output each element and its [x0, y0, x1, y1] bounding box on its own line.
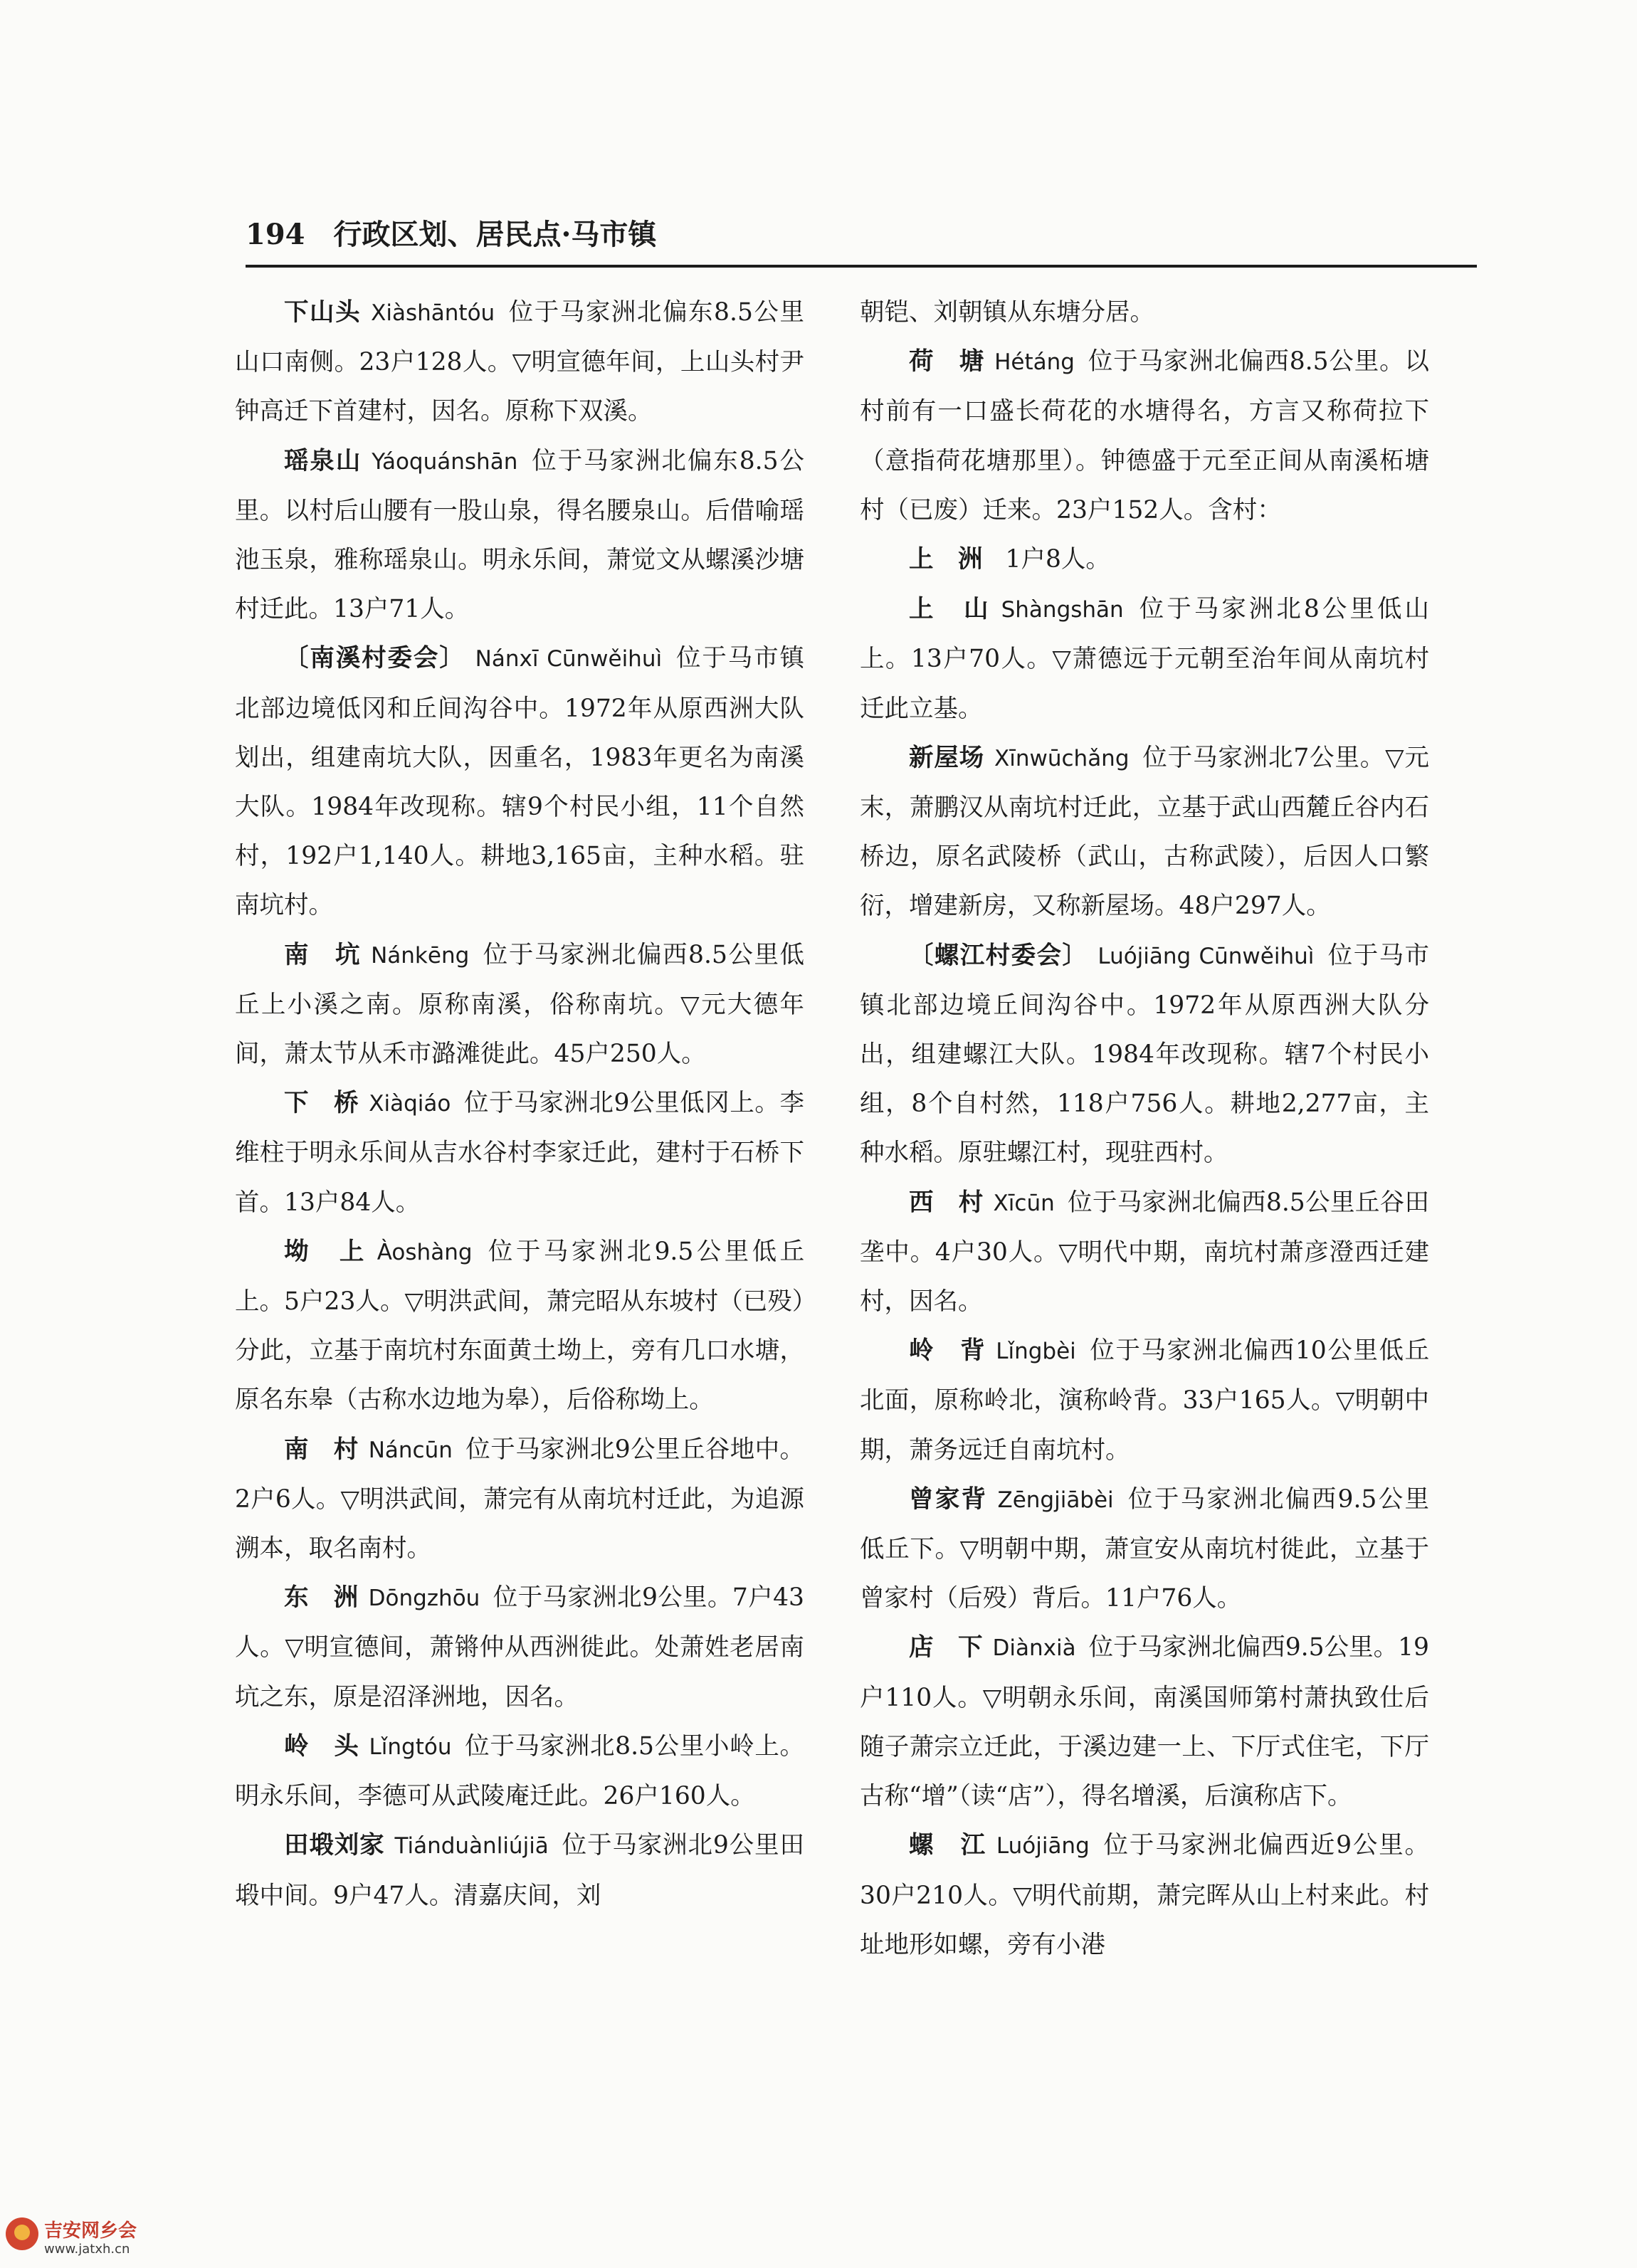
entry-text: 位于马家洲北偏西8.5公里低丘上小溪之南。原称南溪，俗称南坑。▽元大德年间，萧太节从禾市潞滩徙此。45户250人。	[235, 940, 804, 1069]
entry-text: 位于马家洲北偏西8.5公里丘谷田垄中。4户30人。▽明代中期，南坑村萧彦澄西迁建村，因名。	[860, 1188, 1429, 1317]
entry-pinyin: Náncūn	[368, 1437, 453, 1463]
gazetteer-entry	[860, 932, 1429, 1178]
entry-pinyin: Xiàqiáo	[369, 1091, 451, 1117]
entry-headword: 下山头	[284, 298, 362, 327]
entry-headword: 岭 头	[284, 1731, 359, 1761]
entry-headword: 新屋场	[909, 743, 984, 772]
entry-headword: 〔南溪村委会〕	[284, 644, 465, 673]
entry-text: 位于马家洲北偏东8.5公里。以村后山腰有一股山泉，得名腰泉山。后借喻瑶池玉泉，雅称瑶泉山。明永乐间，萧觉文从螺溪沙塘村迁此。13户71人。	[235, 446, 804, 624]
entry-headword: 瑶泉山	[284, 446, 362, 475]
header-rule	[246, 265, 1477, 268]
site-watermark	[6, 2215, 169, 2264]
entry-pinyin: Tiánduànliújiā	[394, 1833, 549, 1860]
entry-text: 位于马家洲北偏西9.5公里。19户110人。▽明朝永乐间，南溪国师第村萧执致仕后随子萧宗立迁此，于溪边建一上、下厅式住宅，下厅古称“增”（读“店”），得名增溪，后演称店下。	[860, 1633, 1430, 1811]
entry-pinyin: Lǐngbèi	[996, 1339, 1076, 1365]
entry-headword: 上 洲	[909, 545, 983, 574]
watermark-logo-icon	[6, 2217, 38, 2250]
entry-text: 位于马市镇北部边境丘间沟谷中。1972年从原西洲大队分出，组建螺江大队。1984年改现称。辖7个村民小组，8个自村然，118户756人。耕地2,277亩，主种水稻。原驻螺江村，现驻西村。	[860, 941, 1430, 1168]
entry-pinyin: Lǐngtóu	[369, 1734, 452, 1760]
gazetteer-entry	[235, 931, 804, 1080]
entry-headword: 南 坑	[284, 940, 362, 969]
gazetteer-entry	[235, 1821, 804, 1920]
entry-text: 位于马家洲北8.5公里小岭上。明永乐间，李德可从武陵庵迁此。26户160人。	[235, 1731, 804, 1811]
entry-headword: 下 桥	[284, 1089, 359, 1118]
gazetteer-entry	[235, 634, 804, 930]
gazetteer-entry	[860, 1178, 1429, 1327]
left-column	[235, 288, 804, 1921]
entry-headword: 〔螺江村委会〕	[909, 941, 1088, 970]
entry-pinyin: Luójiāng	[996, 1833, 1090, 1860]
entry-text: 位于马家洲北偏西近9公里。30户210人。▽明代前期，萧完晖从山上村来此。村址地形如螺，旁有小港	[860, 1831, 1429, 1959]
entry-text: 位于马家洲北9公里低冈上。李维柱于明永乐间从吉水谷村李家迁此，建村于石桥下首。13户84人。	[235, 1089, 805, 1217]
entry-headword: 田塅刘家	[284, 1831, 385, 1860]
entry-headword: 上 山	[909, 595, 991, 624]
entry-pinyin: Xīnwūchǎng	[994, 745, 1130, 771]
entry-text: 位于马家洲北8公里低山上。13户70人。▽萧德远于元朝至治年间从南坑村迁此立基。	[860, 595, 1430, 723]
running-title: 行政区划、居民点·马市镇	[333, 218, 657, 251]
entry-pinyin: Nánxī Cūnwěihuì	[475, 646, 663, 673]
entry-pinyin: Nánkēng	[371, 942, 470, 969]
running-header	[246, 213, 1477, 256]
entry-text: 位于马家洲北偏东8.5公里山口南侧。23户128人。▽明宣德年间，上山头村尹钟高迁下首建村，因名。原称下双溪。	[235, 298, 804, 426]
entry-text: 位于马家洲北9公里田塅中间。9户47人。清嘉庆间，刘	[235, 1831, 805, 1910]
gazetteer-entry	[860, 535, 1429, 585]
entry-text: 位于马家洲北7公里。▽元末，萧鹏汉从南坑村迁此，立基于武山西麓丘谷内石桥边，原名武陵桥（武山，古称武陵），后因人口繁衍，增建新房，又称新屋场。48户297人。	[860, 743, 1429, 921]
entry-text: 位于马家洲北偏西9.5公里低丘下。▽明朝中期，萧宣安从南坑村徙此，立基于曾家村（后殁）背后。11户76人。	[860, 1484, 1430, 1613]
gazetteer-entry	[860, 585, 1429, 734]
entry-pinyin: Shàngshān	[1001, 597, 1124, 623]
right-column	[860, 288, 1429, 1970]
entry-headword: 岭 背	[909, 1336, 986, 1366]
entry-headword: 荷 塘	[909, 347, 985, 376]
entry-pinyin: Hétáng	[994, 349, 1075, 376]
entry-headword: 店 下	[909, 1633, 983, 1662]
gazetteer-entry	[235, 1425, 804, 1574]
entry-pinyin: Xiàshāntóu	[371, 300, 495, 326]
gazetteer-entry	[235, 1722, 804, 1821]
entry-pinyin: Zēngjiābèi	[997, 1487, 1114, 1513]
gazetteer-entry	[860, 1821, 1429, 1970]
entry-headword: 坳 上	[284, 1237, 367, 1266]
gazetteer-entry	[860, 1623, 1429, 1821]
entry-pinyin: Àoshàng	[377, 1239, 473, 1265]
entry-pinyin: Luójiāng Cūnwěihuì	[1098, 943, 1315, 969]
page-number: 194	[246, 218, 305, 251]
entry-text: 位于马家洲北9公里。7户43人。▽明宣德间，萧锵仲从西洲徙此。处萧姓老居南坑之东，原是沼泽洲地，因名。	[235, 1583, 804, 1711]
gazetteer-entry	[860, 1475, 1429, 1624]
gazetteer-entry	[235, 1079, 804, 1228]
gazetteer-entry	[235, 437, 804, 635]
entry-text: 位于马家洲北9.5公里低丘上。5户23人。▽明洪武间，萧完昭从东坡村（已殁）分此，立基于南坑村东面黄土坳上，旁有几口水塘，原名东皋（古称水边地为皋），后俗称坳上。	[235, 1237, 804, 1415]
entry-headword: 南 村	[284, 1435, 359, 1464]
entry-pinyin: Xīcūn	[993, 1190, 1055, 1216]
entry-text: 位于马家洲北偏西8.5公里。以村前有一口盛长荷花的水塘得名，方言又称荷拉下（意指荷花塘那里）。钟德盛于元至正间从南溪柘塘村（已废）迁来。23户152人。含村：	[860, 347, 1430, 524]
entry-headword: 螺 江	[909, 1831, 986, 1860]
entry-continuation: 朝铠、刘朝镇从东塘分居。	[860, 298, 1154, 327]
entry-pinyin: Yáoquánshān	[372, 448, 518, 475]
entry-pinyin: Dōngzhōu	[368, 1586, 480, 1612]
gazetteer-entry	[235, 1573, 804, 1722]
entry-headword: 东 洲	[284, 1583, 359, 1613]
gazetteer-entry	[860, 734, 1429, 932]
entry-text: 位于马家洲北偏西10公里低丘北面，原称岭北，演称岭背。33户165人。▽明朝中期，萧务远迁自南坑村。	[860, 1336, 1430, 1465]
gazetteer-entry	[860, 1326, 1429, 1475]
gazetteer-entry	[235, 288, 804, 437]
watermark-url: www.jatxh.cn	[44, 2242, 130, 2257]
entry-text: 位于马市镇北部边境低冈和丘间沟谷中。1972年从原西洲大队划出，组建南坑大队，因重名，1983年更名为南溪大队。1984年改现称。辖9个村民小组，11个自然村，192户1,140人。耕地3,165亩，主种水稻。驻南坑村。	[235, 644, 804, 920]
watermark-logo-text: 吉安网乡会	[44, 2220, 137, 2242]
entry-headword: 曾家背	[909, 1484, 988, 1514]
gazetteer-entry	[235, 1228, 804, 1425]
gazetteer-entry	[860, 337, 1429, 535]
entry-text: 位于马家洲北9公里丘谷地中。2户6人。▽明洪武间，萧完有从南坑村迁此，为追源溯本，取名南村。	[235, 1435, 805, 1563]
entry-text: 1户8人。	[1005, 545, 1110, 574]
entry-headword: 西 村	[909, 1188, 984, 1217]
entry-pinyin: Diànxià	[992, 1635, 1076, 1662]
